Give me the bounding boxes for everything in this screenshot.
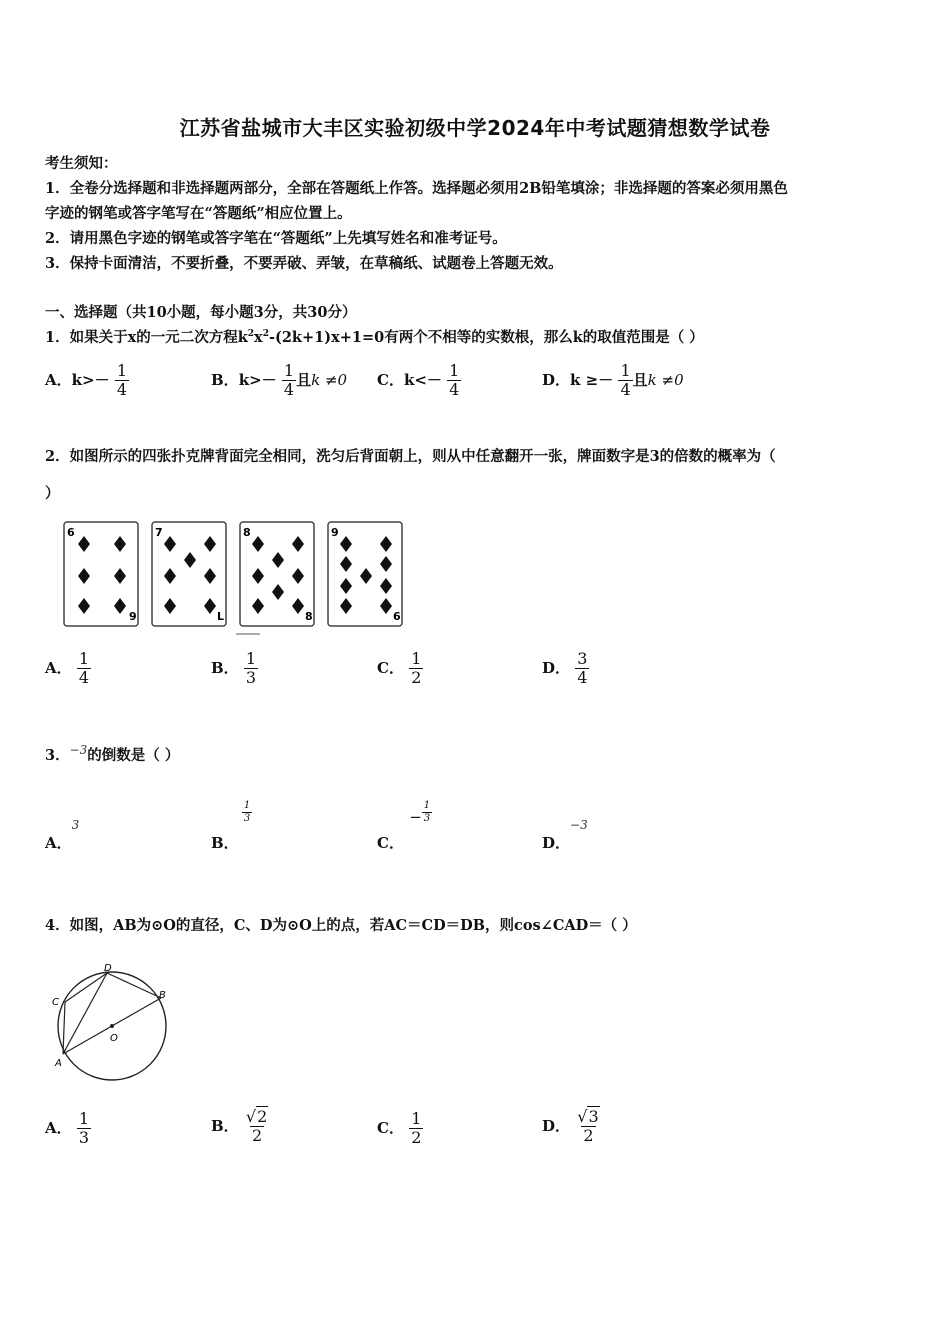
question-4-stem: 4．如图，AB为⊙O的直径，C、D为⊙O上的点，若AC＝CD＝DB，则cos∠CAD＝（ ） bbox=[45, 917, 637, 934]
q4-option-c[interactable]: C． $\frac{1}{2}$ bbox=[377, 1109, 422, 1148]
card-7-rank-flip: L bbox=[217, 610, 225, 623]
q1-option-c[interactable]: C．k<－ $\frac{1}{4}$ bbox=[377, 361, 460, 400]
notice-heading: 考生须知： bbox=[45, 155, 118, 172]
center-point bbox=[110, 1024, 114, 1028]
q4-option-b[interactable]: B． $\frac{√2}{2}$ bbox=[211, 1107, 268, 1146]
card-9 bbox=[328, 522, 402, 626]
notice-line-1a: 1．全卷分选择题和非选择题两部分，全部在答题纸上作答。选择题必须用2B铅笔填涂；非选择题的答案必须用黑色 bbox=[45, 180, 788, 197]
q2-option-b[interactable]: B． $\frac{1}{3}$ bbox=[211, 649, 257, 688]
card-6-rank-flip: 9 bbox=[129, 610, 137, 623]
label-c: C bbox=[52, 997, 59, 1008]
label-a: A bbox=[55, 1058, 62, 1069]
card-8-rank-flip: 8 bbox=[305, 610, 313, 623]
section-heading: 一、选择题（共10小题，每小题3分，共30分） bbox=[45, 304, 357, 321]
q1-option-d[interactable]: D．k ≥－ $\frac{1}{4}$ 且k ≠0 bbox=[542, 361, 684, 400]
card-6-rank: 6 bbox=[67, 526, 75, 539]
q2-option-c[interactable]: C． $\frac{1}{2}$ bbox=[377, 649, 422, 688]
q3-option-a[interactable]: A．$^3$ bbox=[45, 818, 80, 852]
label-b: B bbox=[159, 990, 166, 1001]
card-9-rank: 9 bbox=[331, 526, 339, 539]
page-title: 江苏省盐城市大丰区实验初级中学2024年中考试题猜想数学试卷 bbox=[179, 116, 771, 140]
question-2-stem-end: ） bbox=[45, 485, 60, 502]
label-d: D bbox=[104, 963, 112, 974]
question-3-stem: 3．$^{-3}$的倒数是（ ） bbox=[45, 743, 180, 764]
card-8 bbox=[240, 522, 314, 626]
q1-option-b[interactable]: B．k>－ $\frac{1}{4}$ 且k ≠0 bbox=[211, 361, 348, 400]
playing-cards-figure bbox=[60, 518, 410, 640]
q1-option-a[interactable]: A．k>－ $\frac{1}{4}$ bbox=[45, 361, 128, 400]
notice-line-3: 3．保持卡面清洁，不要折叠，不要弄破、弄皱，在草稿纸、试题卷上答题无效。 bbox=[45, 255, 563, 272]
q3-option-d[interactable]: D．$^{-3}$ bbox=[542, 818, 588, 852]
card-9-rank-flip: 6 bbox=[393, 610, 401, 623]
card-8-rank: 8 bbox=[243, 526, 251, 539]
notice-line-2: 2．请用黑色字迹的钢笔或答字笔在“答题纸”上先填写姓名和准考证号。 bbox=[45, 230, 507, 247]
q2-option-a[interactable]: A． $\frac{1}{4}$ bbox=[45, 649, 90, 688]
chord-ac bbox=[63, 1002, 65, 1054]
question-2-stem: 2．如图所示的四张扑克牌背面完全相同，洗匀后背面朝上，则从中任意翻开一张，牌面数字是3的倍数的概率为（ bbox=[45, 448, 776, 465]
q2-option-d[interactable]: D． $\frac{3}{4}$ bbox=[542, 649, 588, 688]
q3-option-b[interactable]: B． $\frac{1}{3}$ bbox=[211, 800, 251, 852]
card-6 bbox=[64, 522, 138, 626]
q3-option-c[interactable]: C． − $\frac{1}{3}$ bbox=[377, 800, 431, 852]
chord-cd bbox=[65, 973, 107, 1002]
q4-option-d[interactable]: D． $\frac{√3}{2}$ bbox=[542, 1107, 599, 1146]
card-7 bbox=[152, 522, 226, 626]
circle-figure bbox=[45, 958, 185, 1088]
card-7-rank: 7 bbox=[155, 526, 163, 539]
notice-line-1b: 字迹的钢笔或答字笔写在“答题纸”相应位置上。 bbox=[45, 205, 352, 222]
q4-option-a[interactable]: A． $\frac{1}{3}$ bbox=[45, 1109, 90, 1148]
label-o: O bbox=[110, 1033, 118, 1044]
question-1-stem: 1．如果关于x的一元二次方程$k^2x^2-(2k+1)x+1=0$有两个不相等的实数根，那么k的取值范围是（ ） bbox=[45, 329, 704, 346]
